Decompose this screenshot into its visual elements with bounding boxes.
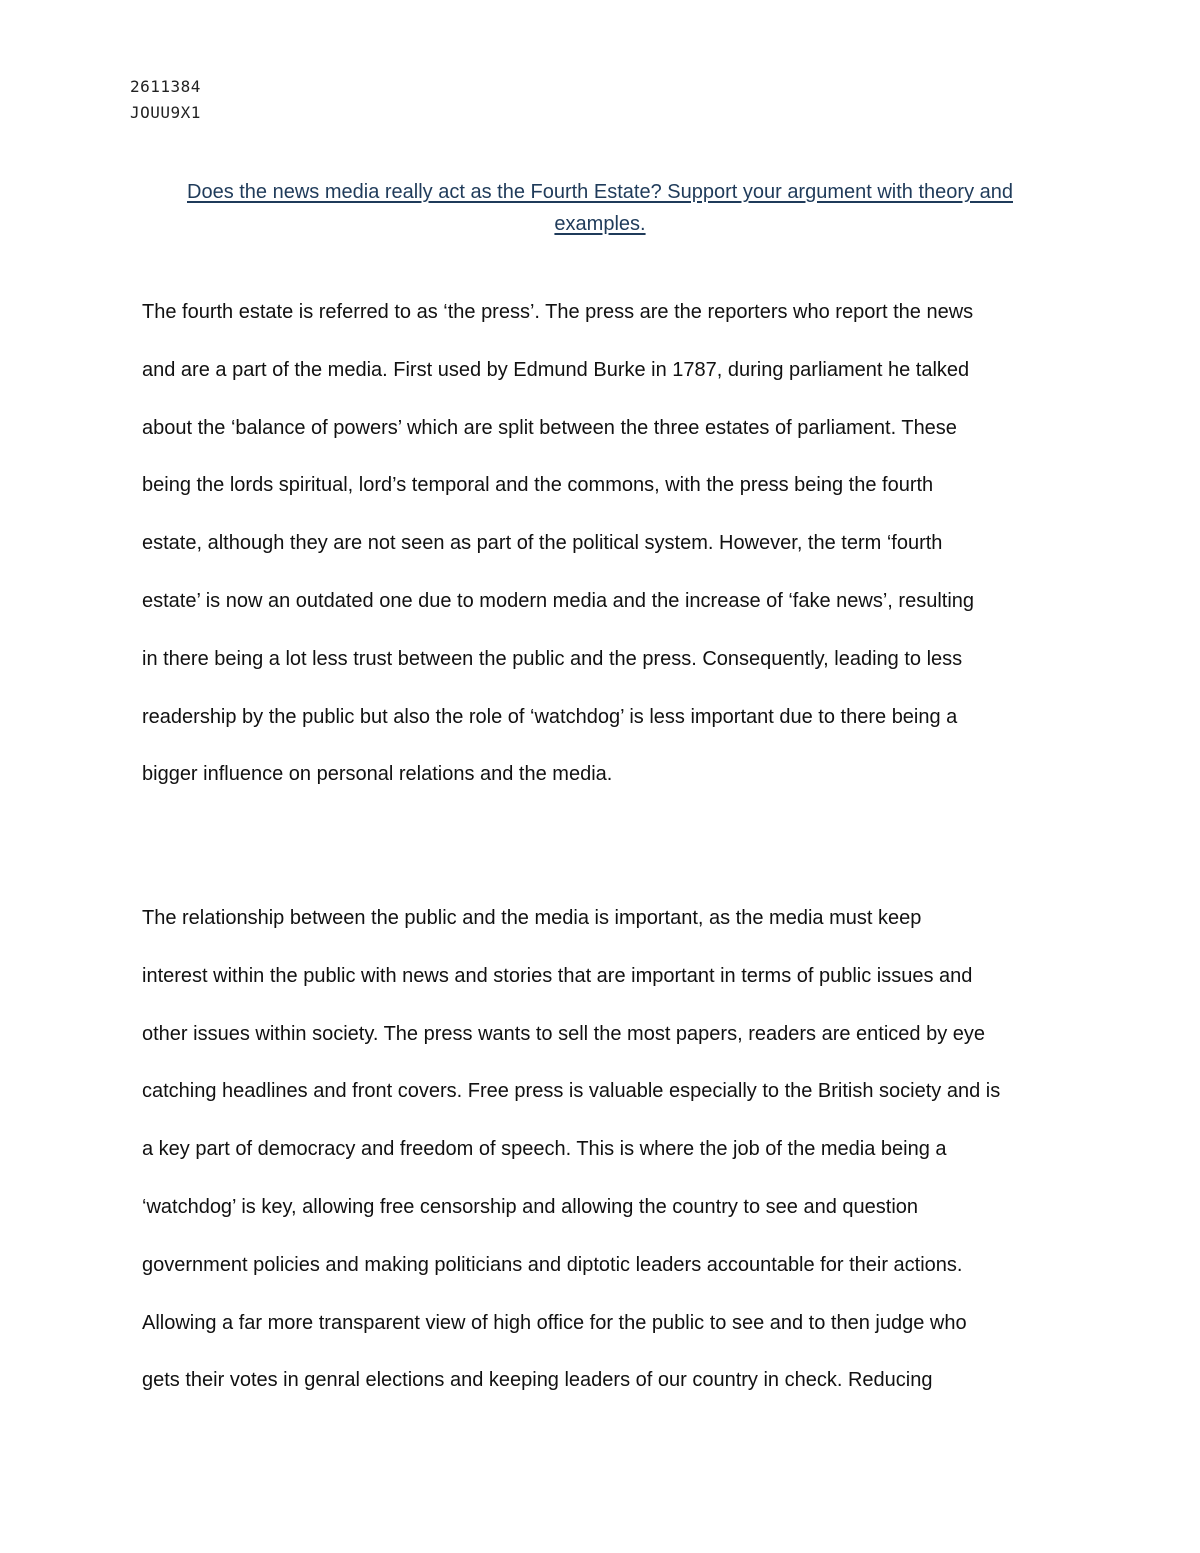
document-header xyxy=(130,74,201,126)
paragraph-fourth-estate-definition xyxy=(142,284,1062,804)
text-line: interest within the public with news and stories that are important in terms of public issues and xyxy=(142,964,973,987)
text-line: ‘watchdog’ is key, allowing free censorship and allowing the country to see and question xyxy=(142,1195,919,1218)
text-line: estate’ is now an outdated one due to modern media and the increase of ‘fake news’, resulting xyxy=(142,589,975,612)
text-line: government policies and making politicians and diptotic leaders accountable for their actions. xyxy=(142,1253,963,1276)
essay-title-line: Does the news media really act as the Fourth Estate? Support your argument with theory and xyxy=(187,181,1013,203)
essay-title-line: examples. xyxy=(554,213,646,235)
text-line: The relationship between the public and the media is important, as the media must keep xyxy=(142,907,922,929)
text-line: readership by the public but also the role of ‘watchdog’ is less important due to there being a xyxy=(142,705,958,728)
essay-title xyxy=(140,176,1060,240)
text-line: bigger influence on personal relations and the media. xyxy=(142,763,613,786)
text-line: catching headlines and front covers. Free press is valuable especially to the British society and is xyxy=(142,1080,1001,1103)
paragraph-public-media-relationship xyxy=(142,890,1062,1410)
text-line: in there being a lot less trust between the public and the press. Consequently, leading to less xyxy=(142,647,963,670)
text-line: being the lords spiritual, lord’s temporal and the commons, with the press being the fourth xyxy=(142,474,934,497)
student-id: 2611384 xyxy=(130,77,201,96)
text-line: gets their votes in genral elections and keeping leaders of our country in check. Reducing xyxy=(142,1369,933,1392)
text-line: estate, although they are not seen as part of the political system. However, the term ‘fourth xyxy=(142,532,943,555)
text-line: other issues within society. The press wants to sell the most papers, readers are enticed by eye xyxy=(142,1022,986,1045)
text-line: The fourth estate is referred to as ‘the press’. The press are the reporters who report the news xyxy=(142,301,974,323)
text-line: and are a part of the media. First used by Edmund Burke in 1787, during parliament he talked xyxy=(142,358,970,381)
text-line: about the ‘balance of powers’ which are split between the three estates of parliament. These xyxy=(142,416,957,439)
text-line: a key part of democracy and freedom of speech. This is where the job of the media being a xyxy=(142,1138,947,1161)
module-code: JOUU9X1 xyxy=(130,103,201,122)
text-line: Allowing a far more transparent view of high office for the public to see and to then judge who xyxy=(142,1311,967,1334)
